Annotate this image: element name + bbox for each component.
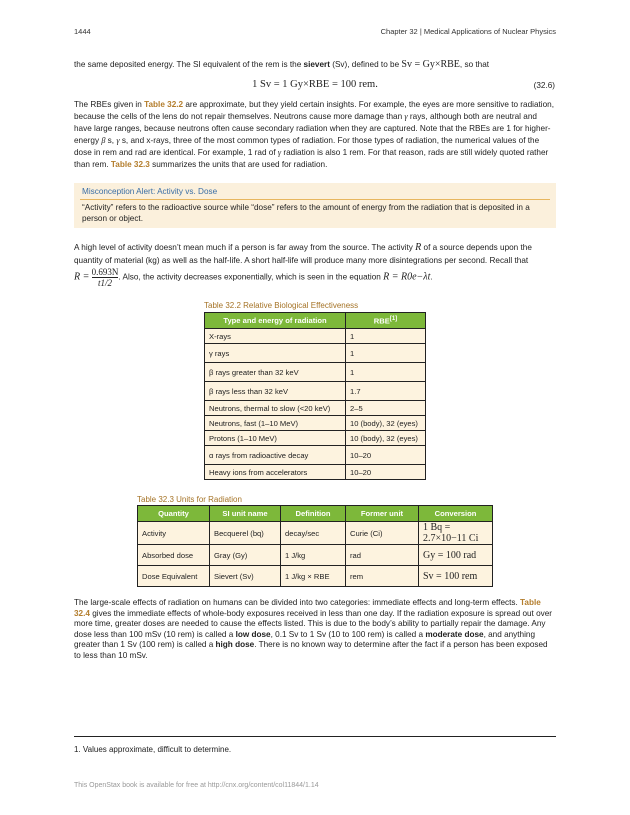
radiation-type-cell: Neutrons, fast (1–10 MeV) bbox=[205, 416, 346, 431]
table-row bbox=[205, 446, 426, 465]
radiation-type-cell: β rays greater than 32 keV bbox=[205, 363, 346, 382]
page-number: 1444 bbox=[74, 27, 91, 36]
table-row bbox=[205, 416, 426, 431]
unit-cell: 1 J/kg bbox=[281, 545, 346, 566]
rbe-value-cell: 1.7 bbox=[346, 382, 426, 401]
radiation-type-cell: γ rays bbox=[205, 344, 346, 363]
unit-cell: Absorbed dose bbox=[138, 545, 210, 566]
rbe-value-cell: 10 (body), 32 (eyes) bbox=[346, 431, 426, 446]
col-header: SI unit name bbox=[210, 506, 281, 522]
radiation-type-cell: Heavy ions from accelerators bbox=[205, 465, 346, 480]
unit-cell: Sievert (Sv) bbox=[210, 566, 281, 587]
unit-cell: Becquerel (bq) bbox=[210, 522, 281, 545]
radiation-type-cell: Neutrons, thermal to slow (<20 keV) bbox=[205, 401, 346, 416]
col-header: Definition bbox=[281, 506, 346, 522]
col-header-rbe: RBE[1] bbox=[346, 313, 426, 329]
unit-cell: Dose Equivalent bbox=[138, 566, 210, 587]
rbe-value-cell: 10–20 bbox=[346, 465, 426, 480]
unit-cell: Activity bbox=[138, 522, 210, 545]
table-row bbox=[205, 465, 426, 480]
rbe-paragraph: The RBEs given in Table 32.2 are approximate, but they yield certain insights. For example, the eyes are more sensitive to radiation, because the cells of the lens do not repair themselves. Neutrons cause more damage than γ rays, although both are neutral and have large ranges, because neutrons often cause secondary radiation when they are captured. Note that the RBEs are 1 for higher-energy β s, γ s, and x-rays, three of the most common types of radiation. For those types of radiation, the numerical values of the dose in rem and rad are identical. For example, 1 rad of γ radiation is also 1 rem. For that reason, rads are still widely quoted rather than rem. Table 32.3 summarizes the units that are used for radiation. bbox=[74, 100, 554, 169]
activity-paragraph: A high level of activity doesn’t mean much if a person is far away from the source. The activity R of a source depends upon the quantity of material (kg) as well as the half-life. A short half-life will produce many more disintegrations per second. Recall that R = $\frac{0.693N}{t1/2}$ . Also, the activity decreases exponentially, which is seen in the equation R = R0e−λt. bbox=[74, 242, 532, 288]
unit-cell: Curie (Ci) bbox=[346, 522, 419, 545]
table-row bbox=[205, 329, 426, 344]
unit-cell: Gray (Gy) bbox=[210, 545, 281, 566]
rbe-table bbox=[204, 312, 426, 480]
table-row bbox=[205, 431, 426, 446]
table-row bbox=[205, 344, 426, 363]
rbe-value-cell: 1 bbox=[346, 344, 426, 363]
rbe-value-cell: 2–5 bbox=[346, 401, 426, 416]
footnote-rule bbox=[74, 736, 556, 737]
table-32-3-caption: Table 32.3 Units for Radiation bbox=[137, 495, 242, 504]
misconception-body: “Activity” refers to the radioactive source while “dose” refers to the amount of energy from the radiation that is deposited in a person or object. bbox=[82, 203, 530, 223]
table-row bbox=[205, 363, 426, 382]
radiation-type-cell: X-rays bbox=[205, 329, 346, 344]
table-32-3-link[interactable]: Table 32.3 bbox=[110, 160, 150, 169]
units-table bbox=[137, 505, 493, 587]
sievert-term: sievert bbox=[303, 60, 330, 69]
misconception-alert bbox=[74, 183, 556, 228]
conversion-cell: 1 Bq = 2.7×10−11 Ci bbox=[419, 522, 493, 545]
rbe-value-cell: 1 bbox=[346, 329, 426, 344]
table-row bbox=[138, 522, 493, 545]
equation-32-6: 1 Sv = 1 Gy×RBE = 100 rem. bbox=[252, 79, 378, 90]
activity-fraction: $\frac{0.693N}{t1/2}$ bbox=[91, 267, 119, 288]
table-row bbox=[205, 382, 426, 401]
table-row bbox=[138, 566, 493, 587]
col-header: Conversion bbox=[419, 506, 493, 522]
misconception-title: Misconception Alert: Activity vs. Dose bbox=[82, 187, 218, 196]
effects-paragraph: The large-scale effects of radiation on humans can be divided into two categories: immediate effects and long-term effects. Table 32.4 gives the immediate effects of whole-body exposures received in less than one day. If the radiation exposure is spread out over more time, greater doses are needed to cause the effects listed. This is due to the body’s ability to partially repair the damage. Any dose less than 100 mSv (10 rem) is called a low dose, 0.1 Sv to 1 Sv (10 to 100 rem) is called a moderate dose, and anything greater than 1 Sv (100 rem) is called a high dose. There is no known way to determine after the fact if a person has been exposed to less than 10 mSv. bbox=[74, 598, 553, 660]
col-header: Quantity bbox=[138, 506, 210, 522]
table-32-2-caption: Table 32.2 Relative Biological Effectiveness bbox=[204, 301, 359, 310]
footnote: 1. Values approximate, difficult to determine. bbox=[74, 745, 232, 754]
intro-paragraph: the same deposited energy. The SI equivalent of the rem is the sievert (Sv), defined to be Sv = Gy×RBE, so that bbox=[74, 59, 490, 70]
radiation-type-cell: α rays from radioactive decay bbox=[205, 446, 346, 465]
table-32-2-link[interactable]: Table 32.2 bbox=[144, 100, 184, 109]
rbe-value-cell: 1 bbox=[346, 363, 426, 382]
col-header-type: Type and energy of radiation bbox=[205, 313, 346, 329]
conversion-cell: Sv = 100 rem bbox=[419, 566, 493, 587]
unit-cell: decay/sec bbox=[281, 522, 346, 545]
divider bbox=[80, 199, 550, 200]
radiation-type-cell: Protons (1–10 MeV) bbox=[205, 431, 346, 446]
unit-cell: rem bbox=[346, 566, 419, 587]
radiation-type-cell: β rays less than 32 keV bbox=[205, 382, 346, 401]
chapter-title: Chapter 32 | Medical Applications of Nuclear Physics bbox=[380, 27, 556, 36]
col-header: Former unit bbox=[346, 506, 419, 522]
inline-formula: Sv = Gy×RBE bbox=[401, 59, 460, 70]
equation-number: (32.6) bbox=[533, 81, 555, 90]
unit-cell: 1 J/kg × RBE bbox=[281, 566, 346, 587]
conversion-cell: Gy = 100 rad bbox=[419, 545, 493, 566]
unit-cell: rad bbox=[346, 545, 419, 566]
table-row bbox=[138, 545, 493, 566]
table-row bbox=[205, 401, 426, 416]
rbe-value-cell: 10–20 bbox=[346, 446, 426, 465]
table-32-4-link[interactable]: Table 32.4 bbox=[74, 598, 541, 618]
footer-text: This OpenStax book is available for free at http://cnx.org/content/col11844/1.14 bbox=[74, 782, 319, 789]
rbe-value-cell: 10 (body), 32 (eyes) bbox=[346, 416, 426, 431]
